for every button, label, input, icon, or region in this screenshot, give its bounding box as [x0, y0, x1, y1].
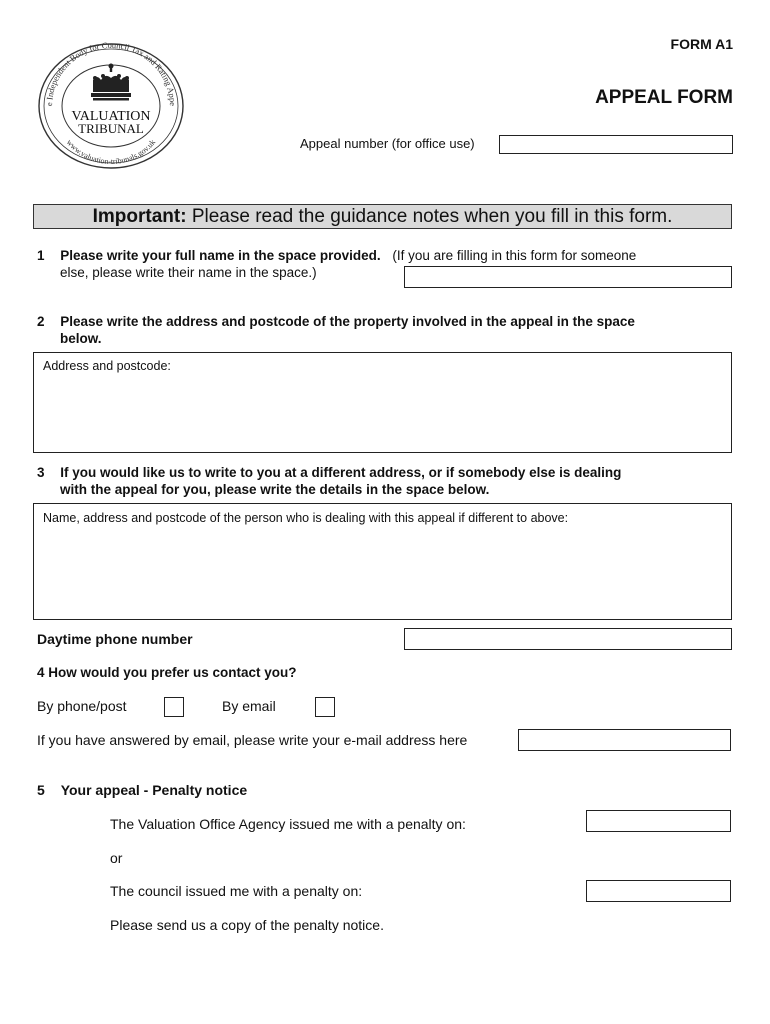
form-code: FORM A1	[670, 36, 733, 52]
council-penalty-date-field[interactable]	[586, 880, 731, 902]
seal-line1: VALUATION	[71, 109, 151, 124]
crown-icon	[91, 64, 131, 101]
seal-ring-top-text: e Independent Body for Council Tax and Rating Appe	[43, 40, 179, 107]
appeal-number-label: Appeal number (for office use)	[300, 136, 475, 151]
q3-number: 3	[37, 465, 45, 480]
q3-line1: If you would like us to write to you at a different address, or if somebody else is dealing	[60, 465, 622, 480]
q1-number: 1	[37, 248, 45, 263]
correspondence-address-field[interactable]	[33, 503, 732, 620]
q5-title-row	[37, 782, 247, 798]
q3-text	[37, 464, 737, 481]
daytime-phone-field[interactable]	[404, 628, 732, 650]
or-text: or	[110, 850, 123, 866]
q3-line2: with the appeal for you, please write the details in the space below.	[60, 482, 490, 497]
daytime-phone-label: Daytime phone number	[37, 631, 193, 647]
q4-title: 4 How would you prefer us contact you?	[37, 665, 297, 680]
important-text: Please read the guidance notes when you fill in this form.	[191, 206, 673, 227]
property-address-label: Address and postcode:	[43, 359, 171, 373]
voa-penalty-text: The Valuation Office Agency issued me with a penalty on:	[110, 816, 466, 832]
by-phone-post-checkbox[interactable]	[164, 697, 184, 717]
valuation-tribunal-seal	[35, 40, 187, 172]
q2-line1: Please write the address and postcode of the property involved in the appeal in the space	[60, 314, 635, 329]
q1-bold-text: Please write your full name in the space provided.	[60, 248, 381, 263]
form-title: APPEAL FORM	[595, 87, 733, 108]
seal-line2: TRIBUNAL	[78, 121, 144, 136]
q2-text	[37, 313, 737, 330]
q5-number: 5	[37, 782, 45, 798]
by-email-checkbox[interactable]	[315, 697, 335, 717]
q2-line2: below.	[60, 331, 102, 346]
q5-title: Your appeal - Penalty notice	[60, 782, 248, 798]
send-copy-text: Please send us a copy of the penalty notice.	[110, 917, 384, 933]
seal-ring-bottom-text: www.valuation-tribunals.gov.uk	[64, 137, 158, 167]
q1-text	[37, 247, 737, 264]
q1-line2: else, please write their name in the space.)	[60, 265, 317, 280]
by-phone-post-label: By phone/post	[37, 698, 127, 714]
q1-normal-text: (If you are filling in this form for someone	[392, 248, 637, 263]
important-label: Important:	[92, 206, 187, 227]
q2-number: 2	[37, 314, 45, 329]
email-address-field[interactable]	[518, 729, 731, 751]
voa-penalty-date-field[interactable]	[586, 810, 731, 832]
correspondence-address-label: Name, address and postcode of the person who is dealing with this appeal if different to above:	[43, 511, 569, 525]
by-email-label: By email	[222, 698, 276, 714]
full-name-field[interactable]	[404, 266, 732, 288]
email-address-label: If you have answered by email, please write your e-mail address here	[37, 732, 468, 748]
property-address-field[interactable]	[33, 352, 732, 453]
important-notice	[33, 204, 732, 229]
appeal-number-field[interactable]	[499, 135, 733, 154]
council-penalty-text: The council issued me with a penalty on:	[110, 883, 363, 899]
